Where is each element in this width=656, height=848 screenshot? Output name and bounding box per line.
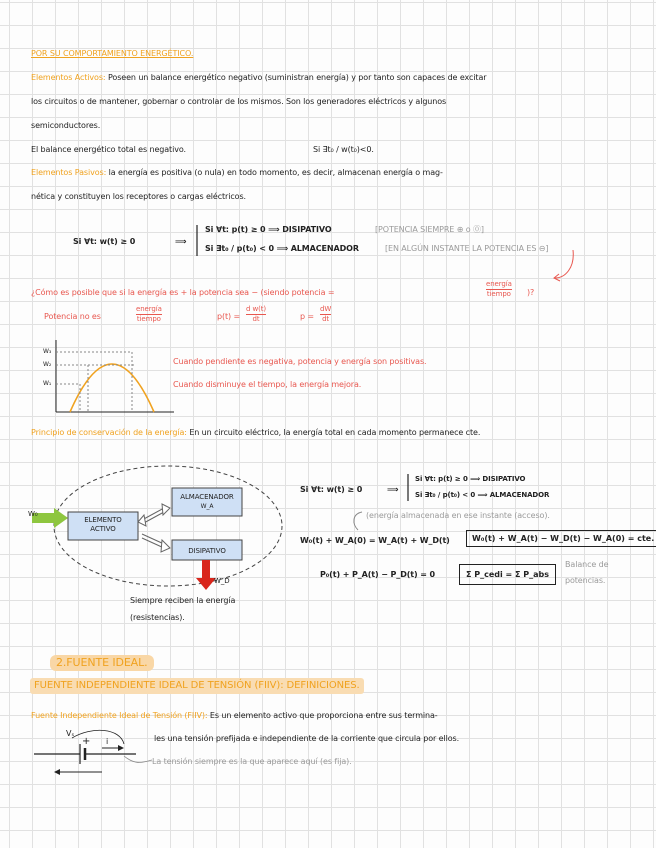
activos-line-3: semiconductores. (31, 121, 101, 130)
activos-line-2: los circuitos o de mantener, gobernar o controlar de los mismos. Son los generadores eléctricos y algunos (31, 97, 447, 106)
cond2-row1: Si ∀t: p(t) ≥ 0 ⟹ DISIPATIVO (415, 475, 526, 483)
fiiv-def-line-1 (31, 711, 438, 721)
activos-line-1 (31, 73, 486, 83)
vs-label: Vₛ (66, 729, 75, 738)
cond1-row2: Si ∃t₀ / p(t₀) < 0 ⟹ ALMACENADOR (205, 244, 359, 253)
energy-flow-diagram (28, 462, 288, 612)
sum-note-1: Balance de (565, 560, 609, 569)
diagram-w0-in: W₀ (28, 510, 38, 518)
pasivos-line-2: nética y constituyen los receptores o cargas eléctricos. (31, 192, 246, 201)
p2-lhs: p = (300, 312, 315, 321)
graph-note-2: Cuando disminuye el tiempo, la energía mejora. (173, 380, 362, 389)
arrow-head-back (138, 515, 146, 526)
diagram-almacenador-label: ALMACENADOR (180, 493, 234, 501)
principio-text: En un circuito eléctrico, la energía total en cada momento permanece cte. (189, 428, 481, 437)
potencia-label: Potencia no es (44, 312, 101, 321)
fiiv-def-label: Fuente Independiente Ideal de Tensión (FIIV): (31, 711, 208, 720)
energy-constant-box: W₀(t) + W_A(t) − W_D(t) − W_A(0) = cte. (466, 530, 656, 547)
diagram-caption-1: Siempre reciben la energía (130, 596, 236, 605)
pasivos-label: Elementos Pasivos: (31, 168, 107, 177)
diagram-wd-label: W_D (214, 577, 230, 585)
current-label: i (106, 737, 109, 746)
balance-line: El balance energético total es negativo. (31, 145, 186, 154)
question-text: ¿Cómo es posible que si la energía es + la potencia sea − (siendo potencia = (31, 288, 335, 297)
principio-label: Principio de conservación de la energía: (31, 428, 187, 437)
p1-fraction (246, 305, 266, 324)
activo-label-1: ELEMENTO (84, 516, 122, 524)
curved-arrow-icon (553, 250, 593, 290)
question-frac-num: energía (486, 280, 512, 288)
arrow-head-almacenador (162, 504, 170, 515)
pot-frac-den: tiempo (136, 315, 161, 323)
input-arrow-head (54, 508, 68, 528)
diagram-disipativo-label: DISIPATIVO (188, 547, 226, 555)
cond2-arrow: ⟹ (387, 485, 399, 494)
p2-fraction (320, 305, 331, 324)
fiiv-def-line-3: La tensión siempre es la que aparece aquí (es fija). (152, 757, 352, 766)
power-sum-box: Σ P_cedi = Σ P_abs (459, 564, 556, 585)
cond2-row2: Si ∃t₀ / p(t₀) < 0 ⟹ ALMACENADOR (415, 491, 550, 499)
cond1-arrow: ⟹ (175, 237, 187, 246)
voltage-source-symbol (32, 730, 152, 780)
sum-note-2: potencias. (565, 576, 606, 585)
question-end: )? (527, 288, 535, 297)
arrow-to-disipativo (142, 534, 164, 548)
diagram-wa-label: W_A (200, 503, 214, 510)
balance-condition: Si ∃t₀ / w(t₀)<0. (313, 145, 374, 154)
section-heading: POR SU COMPORTAMIENTO ENERGÉTICO. (31, 49, 194, 58)
plus-sign: + (82, 736, 91, 747)
power-equation: P₀(t) + P_A(t) − P_D(t) = 0 (320, 570, 436, 579)
bottom-arrow-head (54, 769, 60, 775)
energy-curve (70, 364, 154, 412)
cond2-bracket (404, 473, 414, 503)
pasivos-line-1 (31, 168, 443, 178)
p1-lhs: p(t) = (217, 312, 241, 321)
graph-label-w2: W₂ (43, 361, 52, 368)
graph-label-w1: W₁ (43, 380, 52, 387)
activo-label-2: ACTIVO (90, 525, 116, 533)
section2-title: 2.FUENTE IDEAL. (50, 655, 154, 671)
output-arrow-body (202, 560, 210, 580)
vs-curve (72, 730, 124, 744)
principio-line (31, 428, 480, 438)
potencia-fraction (136, 305, 162, 324)
p2-frac-den: dt (322, 315, 330, 323)
p1-frac-num: d w(t) (246, 305, 267, 313)
activos-text-1: Poseen un balance energético negativo (suministran energía) y por tanto son capaces de excitar (107, 73, 487, 82)
arrow-head-disipativo (161, 540, 170, 552)
pasivos-text-1: la energía es positiva (o nula) en todo momento, es decir, almacenan energía o mag- (108, 168, 443, 177)
current-arrow-head (118, 745, 124, 751)
cond1-bracket (193, 224, 203, 258)
section2-subtitle: FUENTE INDEPENDIENTE IDEAL DE TENSIÓN (FIIV): DEFINICIONES. (30, 678, 364, 694)
cond2-lhs: Si ∀t: w(t) ≥ 0 (300, 485, 363, 494)
cond2-note: (energía almacenada en ese instante (acceso). (366, 511, 550, 520)
diagram-caption-2: (resistencias). (130, 613, 185, 622)
cond1-lhs: Si ∀t: w(t) ≥ 0 (73, 237, 136, 246)
graph-label-w3: W₃ (43, 348, 52, 355)
graph-note-1: Cuando pendiente es negativa, potencia y energía son positivas. (173, 357, 427, 366)
energy-equation: W₀(t) + W_A(0) = W_A(t) + W_D(t) (300, 536, 450, 545)
activos-label: Elementos Activos: (31, 73, 106, 82)
cond1-row1: Si ∀t: p(t) ≥ 0 ⟹ DISIPATIVO (205, 225, 332, 234)
p2-frac-num: dW (320, 305, 332, 313)
cond1-row1-note: [POTENCIA SIEMPRE ⊕ o ⓪] (375, 225, 484, 234)
p1-frac-den: dt (252, 315, 260, 323)
question-frac-den: tiempo (486, 290, 511, 298)
fiiv-def-line-2: les una tensión prefijada e independiente de la corriente que circula por ellos. (154, 734, 460, 743)
pot-frac-num: energía (136, 305, 162, 313)
energy-graph (40, 338, 180, 418)
bracket-arrow-icon (348, 510, 368, 532)
pointer-to-note (124, 756, 152, 763)
diagram-activo-label (68, 516, 138, 534)
cond1-row2-note: [EN ALGÚN INSTANTE LA POTENCIA ES ⊖] (385, 244, 549, 253)
fiiv-def-text-1: Es un elemento activo que proporciona entre sus termina- (209, 711, 438, 720)
question-fraction (486, 280, 512, 299)
